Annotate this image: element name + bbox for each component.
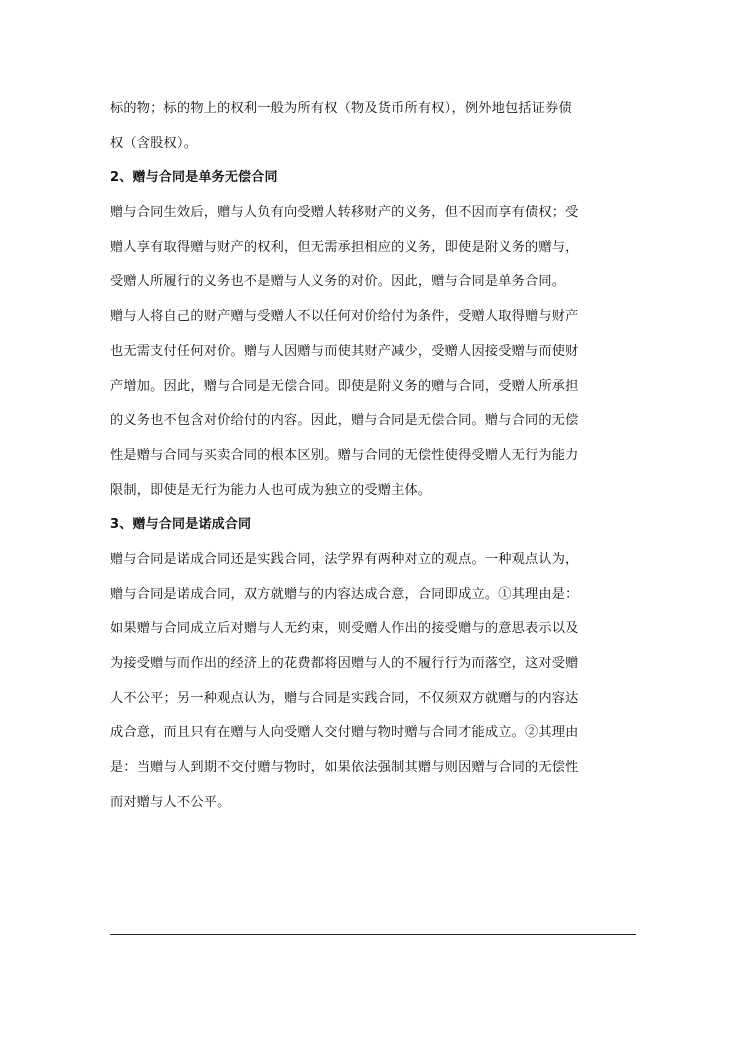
paragraph-line: 为接受赠与而作出的经济上的花费都将因赠与人的不履行行为而落空，这对受赠 xyxy=(110,656,579,671)
paragraph-line: 性是赠与合同与买卖合同的根本区别。赠与合同的无偿性使得受赠人无行为能力 xyxy=(110,447,579,463)
paragraph-line: 赠与合同是诺成合同，双方就赠与的内容达成合意，合同即成立。①其理由是： xyxy=(110,586,579,602)
footnote-divider xyxy=(110,934,636,935)
paragraph-line: 也无需支付任何对价。赠与人因赠与而使其财产减少，受赠人因接受赠与而使财 xyxy=(110,343,579,359)
paragraph-line: 的义务也不包含对价给付的内容。因此，赠与合同是无偿合同。赠与合同的无偿 xyxy=(110,413,579,429)
section-heading-3: 3、赠与合同是诺成合同 xyxy=(110,517,252,533)
paragraph-line: 赠人享有取得赠与财产的权利，但无需承担相应的义务，即使是附义务的赠与， xyxy=(110,239,579,255)
paragraph-line: 人不公平；另一种观点认为，赠与合同是实践合同，不仅须双方就赠与的内容达 xyxy=(110,690,579,706)
section-heading-2: 2、赠与合同是单务无偿合同 xyxy=(110,170,278,186)
paragraph-line: 产增加。因此，赠与合同是无偿合同。即使是附义务的赠与合同，受赠人所承担 xyxy=(110,378,579,394)
document-body xyxy=(110,92,636,820)
paragraph-line: 而对赠与人不公平。 xyxy=(110,794,231,810)
paragraph-line: 限制，即使是无行为能力人也可成为独立的受赠主体。 xyxy=(110,482,432,498)
paragraph-line: 赠与人将自己的财产赠与受赠人不以任何对价给付为条件，受赠人取得赠与财产 xyxy=(110,309,579,325)
paragraph-line: 是：当赠与人到期不交付赠与物时，如果依法强制其赠与则因赠与合同的无偿性 xyxy=(110,760,579,776)
paragraph-line: 赠与合同是诺成合同还是实践合同，法学界有两种对立的观点。一种观点认为， xyxy=(110,551,579,567)
paragraph-line: 标的物；标的物上的权利一般为所有权（物及货币所有权），例外地包括证券债 xyxy=(110,101,572,116)
paragraph-line: 赠与合同生效后，赠与人负有向受赠人转移财产的义务，但不因而享有债权；受 xyxy=(110,205,579,221)
paragraph-line: 如果赠与合同成立后对赠与人无约束，则受赠人作出的接受赠与的意思表示以及 xyxy=(110,621,579,637)
paragraph-line: 成合意，而且只有在赠与人向受赠人交付赠与物时赠与合同才能成立。②其理由 xyxy=(110,725,579,741)
paragraph-line: 受赠人所履行的义务也不是赠与人义务的对价。因此，赠与合同是单务合同。 xyxy=(110,274,566,290)
paragraph-line: 权（含股权）。 xyxy=(110,135,198,151)
